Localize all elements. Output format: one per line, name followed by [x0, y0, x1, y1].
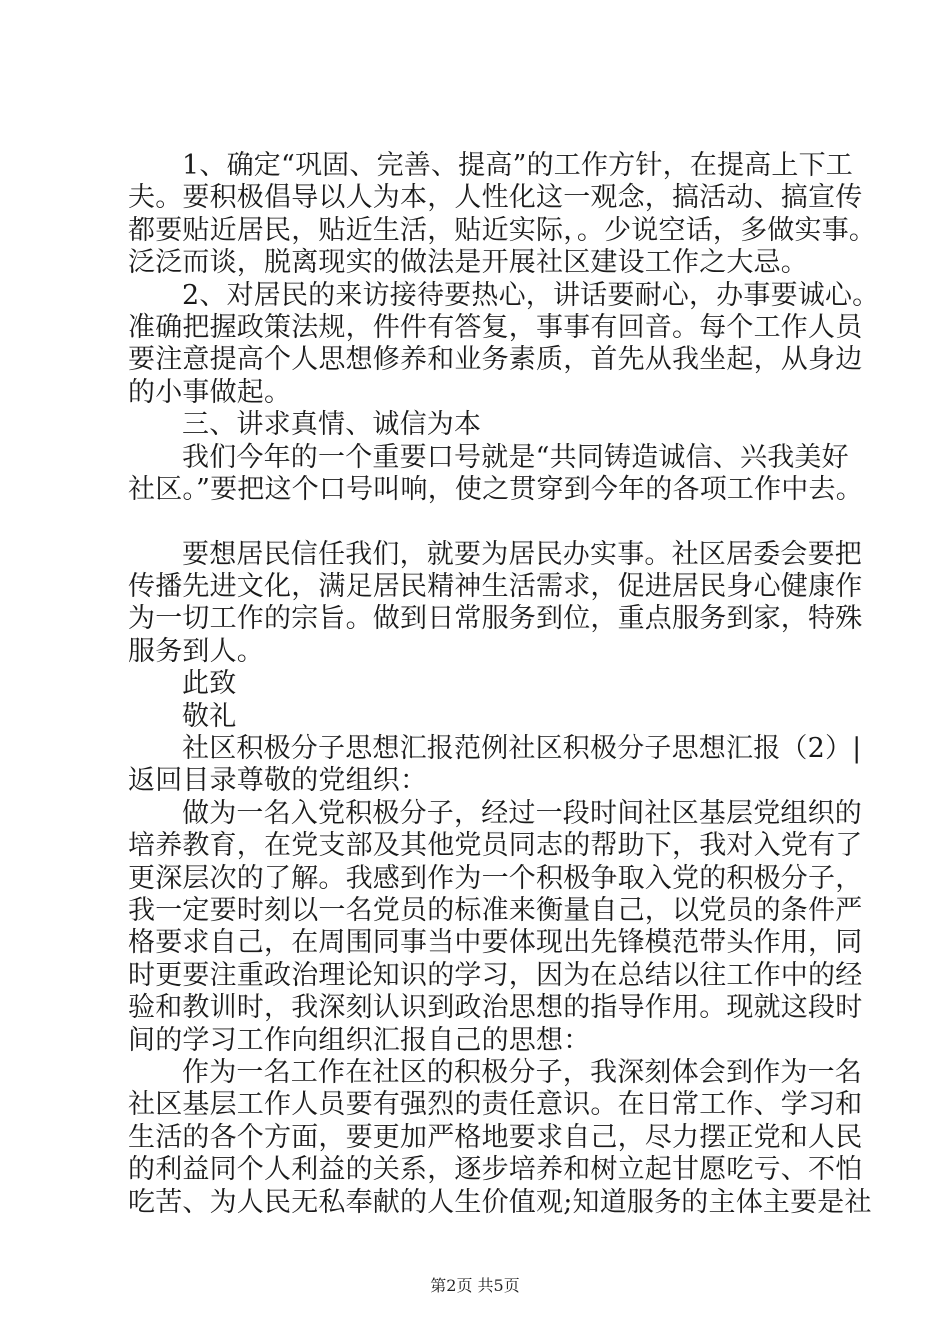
paragraph-line: 生活的各个方面，要更加严格地要求自己，尽力摆正党和人民: [128, 1121, 863, 1153]
paragraph-line: 培养教育，在党支部及其他党员同志的帮助下，我对入党有了: [128, 830, 863, 862]
closing-line: 此致: [182, 668, 237, 700]
paragraph-line: 做为一名入党积极分子，经过一段时间社区基层党组织的: [182, 797, 862, 829]
paragraph-line: 为一切工作的宗旨。做到日常服务到位，重点服务到家，特殊: [128, 603, 863, 635]
paragraph-line: 服务到人。: [128, 635, 264, 667]
paragraph-line: 要注意提高个人思想修养和业务素质，首先从我坐起，从身边: [128, 344, 863, 376]
document-title-line: 社区积极分子思想汇报范例社区积极分子思想汇报（2）|: [182, 733, 862, 765]
paragraph-line: 传播先进文化，满足居民精神生活需求，促进居民身心健康作: [128, 571, 863, 603]
section-heading: 三、讲求真情、诚信为本: [182, 409, 482, 441]
paragraph-line: 的利益同个人利益的关系，逐步培养和树立起甘愿吃亏、不怕: [128, 1154, 863, 1186]
page-number-footer: 第2页 共5页: [430, 1276, 520, 1295]
paragraph-line: 都要贴近居民，贴近生活，贴近实际，。少说空话，多做实事。: [128, 214, 877, 246]
paragraph-line: 格要求自己，在周围同事当中要体现出先锋模范带头作用，同: [128, 927, 863, 959]
paragraph-line: 验和教训时，我深刻认识到政治思想的指导作用。现就这段时: [128, 992, 863, 1024]
paragraph-line: 社区。”要把这个口号叫响，使之贯穿到今年的各项工作中去。: [128, 473, 863, 505]
paragraph-line: 我一定要时刻以一名党员的标准来衡量自己，以党员的条件严: [128, 894, 863, 926]
paragraph-line: 泛泛而谈，脱离现实的做法是开展社区建设工作之大忌。: [128, 247, 808, 279]
body-text: [128, 150, 880, 1219]
blank-line: [128, 506, 858, 538]
paragraph-line: 时更要注重政治理论知识的学习，因为在总结以往工作中的经: [128, 959, 863, 991]
paragraph-line: 要想居民信任我们，就要为居民办实事。社区居委会要把: [182, 538, 862, 570]
paragraph-line: 夫。要积极倡导以人为本，人性化这一观念，搞活动、搞宣传: [128, 182, 863, 214]
paragraph-line: 间的学习工作向组织汇报自己的思想：: [128, 1024, 591, 1056]
salutation-line: 返回目录尊敬的党组织：: [128, 765, 428, 797]
paragraph-line: 我们今年的一个重要口号就是“共同铸造诚信、兴我美好: [182, 441, 849, 473]
paragraph-line: 准确把握政策法规，件件有答复，事事有回音。每个工作人员: [128, 311, 863, 343]
paragraph-line: 吃苦、为人民无私奉献的人生价值观;知道服务的主体主要是社: [128, 1186, 872, 1218]
paragraph-line: 2、对居民的来访接待要热心，讲话要耐心，办事要诚心。: [182, 279, 880, 311]
paragraph-line: 社区基层工作人员要有强烈的责任意识。在日常工作、学习和: [128, 1089, 863, 1121]
paragraph-line: 的小事做起。: [128, 376, 292, 408]
paragraph-line: 更深层次的了解。我感到作为一个积极争取入党的积极分子，: [128, 862, 863, 894]
closing-line: 敬礼: [182, 700, 237, 732]
paragraph-line: 1、确定“巩固、完善、提高”的工作方针，在提高上下工: [182, 150, 853, 181]
paragraph-line: 作为一名工作在社区的积极分子，我深刻体会到作为一名: [182, 1056, 862, 1088]
